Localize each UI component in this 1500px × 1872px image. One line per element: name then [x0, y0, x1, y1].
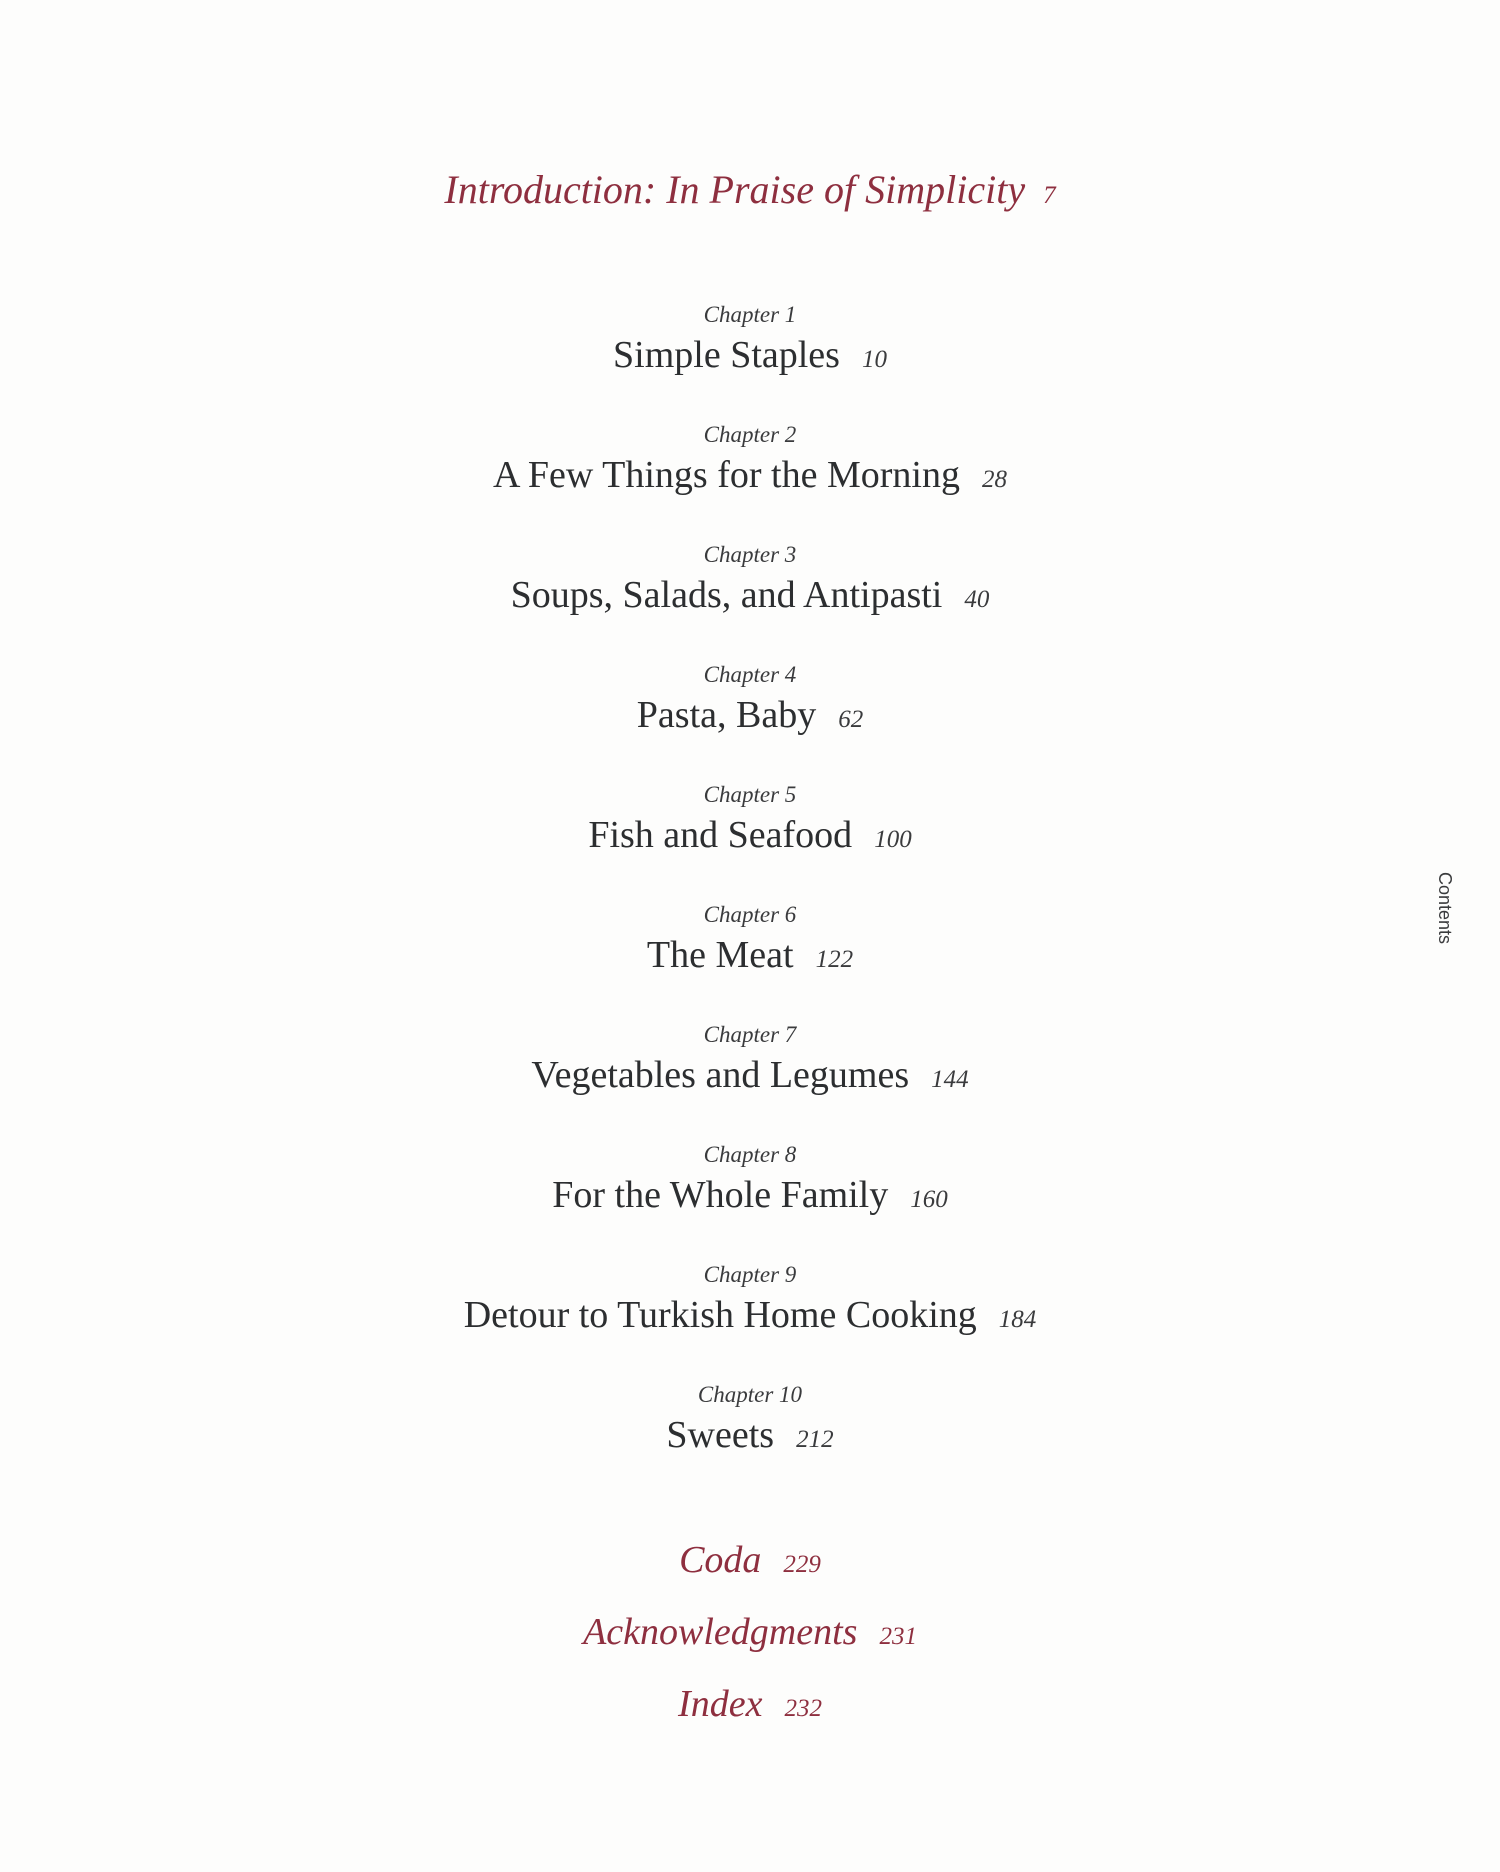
chapter-entry-9[interactable] [0, 1260, 1500, 1380]
chapter-title: For the Whole Family [552, 1174, 889, 1216]
chapter-page-number: 28 [981, 466, 1007, 493]
chapter-title: The Meat [646, 934, 794, 976]
chapter-title: A Few Things for the Morning [493, 454, 960, 496]
chapter-label: Chapter 8 [703, 1142, 797, 1167]
chapter-title: Detour to Turkish Home Cooking [463, 1294, 977, 1336]
chapter-title: Soups, Salads, and Antipasti [510, 574, 943, 616]
chapter-title: Sweets [666, 1414, 775, 1456]
back-matter-entry-coda[interactable] [0, 1530, 1500, 1602]
chapter-label: Chapter 2 [703, 422, 797, 447]
introduction-page-number: 7 [1043, 182, 1056, 209]
back-matter-title: Coda [679, 1539, 762, 1581]
chapter-entry-3[interactable] [0, 540, 1500, 660]
chapter-page-number: 184 [998, 1306, 1037, 1333]
chapter-entry-10[interactable] [0, 1380, 1500, 1500]
chapter-label: Chapter 3 [703, 542, 797, 567]
chapter-title: Pasta, Baby [636, 694, 817, 736]
chapter-label: Chapter 7 [703, 1022, 797, 1047]
chapter-label: Chapter 6 [703, 902, 797, 927]
chapter-title: Simple Staples [613, 334, 840, 376]
back-matter-page-number: 232 [784, 1695, 822, 1722]
back-matter-page-number: 231 [879, 1623, 917, 1650]
chapter-label: Chapter 9 [703, 1262, 797, 1287]
chapter-title: Fish and Seafood [588, 814, 853, 856]
chapter-label: Chapter 1 [703, 302, 797, 327]
back-matter-entry-index[interactable] [0, 1674, 1500, 1746]
chapter-page-number: 212 [796, 1426, 834, 1453]
chapter-page-number: 100 [874, 826, 912, 853]
chapter-page-number: 122 [815, 946, 854, 973]
chapter-label: Chapter 5 [703, 782, 797, 807]
chapter-list [0, 300, 1500, 1500]
back-matter-title: Acknowledgments [583, 1611, 858, 1653]
chapter-label: Chapter 10 [697, 1382, 803, 1407]
back-matter-list [0, 1530, 1500, 1746]
introduction-title: Introduction: In Praise of Simplicity [444, 167, 1026, 212]
chapter-label: Chapter 4 [703, 662, 797, 687]
back-matter-title: Index [678, 1683, 763, 1725]
chapter-page-number: 40 [964, 586, 990, 613]
chapter-page-number: 144 [931, 1066, 969, 1093]
chapter-page-number: 62 [838, 706, 864, 733]
chapter-entry-5[interactable] [0, 780, 1500, 900]
chapter-entry-2[interactable] [0, 420, 1500, 540]
chapter-entry-6[interactable] [0, 900, 1500, 1020]
chapter-entry-8[interactable] [0, 1140, 1500, 1260]
back-matter-page-number: 229 [783, 1551, 821, 1578]
chapter-title: Vegetables and Legumes [531, 1054, 910, 1096]
introduction-entry[interactable] [0, 160, 1500, 226]
chapter-page-number: 160 [910, 1186, 948, 1213]
chapter-entry-7[interactable] [0, 1020, 1500, 1140]
running-section-label: Contents [1435, 871, 1455, 945]
chapter-page-number: 10 [861, 346, 887, 373]
chapter-entry-4[interactable] [0, 660, 1500, 780]
back-matter-entry-acknowledgments[interactable] [0, 1602, 1500, 1674]
chapter-entry-1[interactable] [0, 300, 1500, 420]
